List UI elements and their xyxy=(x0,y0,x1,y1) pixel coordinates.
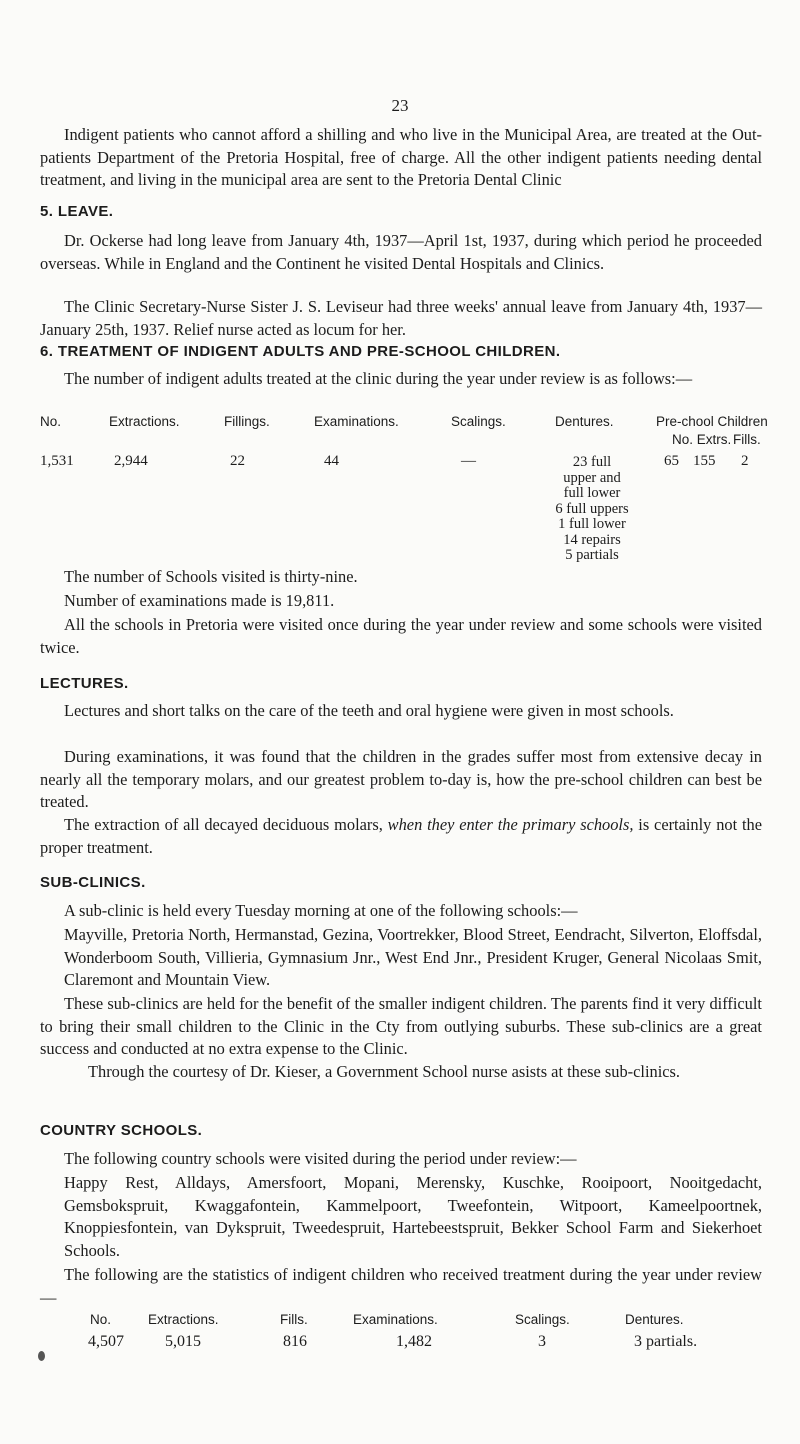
col-header-extractions: Extractions. xyxy=(109,414,180,429)
emphasis-text: when they enter the primary schools, xyxy=(387,815,634,834)
row-pre-fills: 2 xyxy=(741,453,749,469)
country-col-scalings: Scalings. xyxy=(515,1312,570,1327)
lectures-paragraph-3: The extraction of all decayed deciduous molars, when they enter the primary schools, is certainly not the proper treatment. xyxy=(40,815,762,857)
intro-paragraph: Indigent patients who cannot afford a shilling and who live in the Municipal Area, are treated at the Out-patients Department of the Pretoria Hospital, free of charge. All the other indigent patients needing dental treatment, and living in the municipal area are sent to the Pretoria Dental Clinic xyxy=(40,125,762,189)
subclinic-schools-list: Mayville, Pretoria North, Hermanstad, Gezina, Voortrekker, Blood Street, Eendracht, Silverton, Eloffsdal, Wonderboom South, Villieria, Gymnasium Jnr., West End Jnr., President Kruger, General Nicolaas Smit, Claremont and Mountain View. xyxy=(64,925,762,989)
leave-heading: 5. LEAVE. xyxy=(40,203,114,220)
dentures-line: upper and xyxy=(563,469,621,486)
subclinics-paragraph-3: Through the courtesy of Dr. Kieser, a Government School nurse asists at these sub-clinics. xyxy=(88,1062,680,1081)
subclinics-paragraph-1: A sub-clinic is held every Tuesday morning at one of the following schools:— xyxy=(64,901,578,920)
row-no: 1,531 xyxy=(40,453,74,469)
lectures-paragraph-1: Lectures and short talks on the care of the teeth and oral hygiene were given in most schools. xyxy=(64,701,674,720)
lectures-heading: LECTURES. xyxy=(40,675,129,692)
row-extractions: 2,944 xyxy=(114,453,148,469)
country-val-extractions: 5,015 xyxy=(165,1333,201,1350)
country-col-dentures: Dentures. xyxy=(625,1312,684,1327)
ink-blot xyxy=(38,1351,45,1361)
lectures-paragraph-2: During examinations, it was found that the children in the grades suffer most from extensive decay in nearly all the temporary molars, and our greatest problem to-day is, how the pre-school children can best be treated. xyxy=(40,747,762,811)
row-pre-no: 65 xyxy=(664,453,679,469)
dentures-line: 23 full xyxy=(572,454,612,470)
country-col-examinations: Examinations. xyxy=(353,1312,438,1327)
col-header-pre-fills: Fills. xyxy=(733,432,761,447)
treatment-intro: The number of indigent adults treated at the clinic during the year under review is as follows:— xyxy=(64,369,693,388)
examinations-made-text: Number of examinations made is 19,811. xyxy=(64,591,335,610)
country-val-scalings: 3 xyxy=(538,1333,546,1350)
schools-visited-text: The number of Schools visited is thirty-nine. xyxy=(64,567,358,586)
row-fillings: 22 xyxy=(230,453,245,469)
col-header-dentures: Dentures. xyxy=(555,414,614,429)
dentures-line: 6 full uppers xyxy=(555,500,629,517)
row-examinations: 44 xyxy=(324,453,339,469)
col-header-preschool: Pre-chool Children xyxy=(656,414,768,429)
leave-paragraph-1: Dr. Ockerse had long leave from January 4th, 1937—April 1st, 1937, during which period he proceeded overseas. While in England and the Continent he visited Dental Hospitals and Clinics. xyxy=(40,231,762,273)
treatment-heading: 6. TREATMENT OF INDIGENT ADULTS AND PRE-SCHOOL CHILDREN. xyxy=(40,343,561,360)
all-schools-paragraph: All the schools in Pretoria were visited once during the year under review and some schools were visited twice. xyxy=(40,615,762,657)
country-paragraph-1: The following country schools were visited during the period under review:— xyxy=(64,1149,577,1168)
col-header-pre-no-extrs: No. Extrs. xyxy=(672,432,732,447)
col-header-examinations: Examinations. xyxy=(314,414,399,429)
country-val-dentures: 3 partials. xyxy=(634,1333,698,1350)
country-col-no: No. xyxy=(90,1312,112,1327)
country-val-fills: 816 xyxy=(283,1333,307,1350)
subclinics-paragraph-2: These sub-clinics are held for the benefit of the smaller indigent children. The parents find it very difficult to bring their small children to the Clinic in the Cty from outlying suburbs. These sub-clinics are a great success and conducted at no extra expense to the Clinic. xyxy=(40,994,762,1058)
page-number: 23 xyxy=(391,96,409,115)
country-val-examinations: 1,482 xyxy=(396,1333,432,1350)
country-col-fills: Fills. xyxy=(280,1312,308,1327)
dentures-line: 14 repairs xyxy=(563,531,621,548)
col-header-no: No. xyxy=(40,414,62,429)
dentures-cell xyxy=(536,455,648,564)
dentures-line: 5 partials xyxy=(565,547,619,563)
dentures-line: full lower xyxy=(563,485,621,501)
country-paragraph-2: The following are the statistics of indigent children who received treatment during the year under review— xyxy=(40,1265,762,1307)
country-col-extractions: Extractions. xyxy=(148,1312,219,1327)
country-heading: COUNTRY SCHOOLS. xyxy=(40,1122,203,1139)
col-header-scalings: Scalings. xyxy=(451,414,506,429)
leave-paragraph-2: The Clinic Secretary-Nurse Sister J. S. Leviseur had three weeks' annual leave from January 4th, 1937—January 25th, 1937. Relief nurse acted as locum for her. xyxy=(40,297,762,339)
subclinics-heading: SUB-CLINICS. xyxy=(40,874,146,891)
row-scalings: — xyxy=(461,453,476,469)
col-header-fillings: Fillings. xyxy=(224,414,270,429)
country-schools-list: Happy Rest, Alldays, Amersfoort, Mopani, Merensky, Kuschke, Rooipoort, Nooitgedacht, Gemsbokspruit, Kwaggafontein, Kammelpoort, Tweefontein, Witpoort, Kameelpoortnek, Knoppiesfontein, van Dykspruit, Tweedespruit, Hartebeestspruit, Bekker School Farm and Siekerhoet Schools. xyxy=(64,1173,762,1260)
country-val-no: 4,507 xyxy=(88,1333,124,1350)
dentures-line: 1 full lower xyxy=(558,516,626,532)
row-pre-extrs: 155 xyxy=(693,453,716,469)
